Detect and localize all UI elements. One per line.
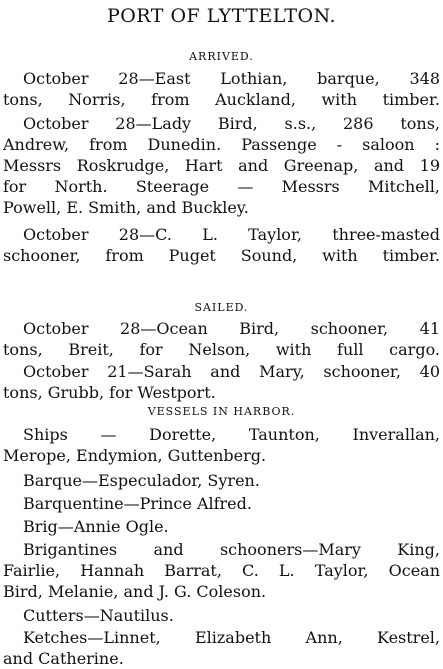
text-line: tons, Grubb, for Westport. <box>3 383 216 403</box>
harbor-entry-2 <box>3 470 440 491</box>
harbor-entry-3 <box>3 493 440 514</box>
text-line: Fairlie, Hannah Barrat, C. L. Taylor, Ocean <box>3 561 440 581</box>
text-line: Ketches—Linnet, Elizabeth Ann, Kestrel, <box>23 628 440 647</box>
text-line: October 28—Lady Bird, s.s., 286 tons, <box>23 114 440 133</box>
arrived-entry-3 <box>3 224 440 266</box>
text-line: Bird, Melanie, and J. G. Coleson. <box>3 582 267 602</box>
sailed-entry-2 <box>3 361 440 403</box>
text-line: Ships — Dorette, Taunton, Inverallan, <box>23 425 440 444</box>
text-line: schooner, from Puget Sound, with timber. <box>3 246 440 266</box>
arrived-heading: ARRIVED. <box>189 50 254 63</box>
arrived-entry-2 <box>3 113 440 218</box>
text-line: Powell, E. Smith, and Buckley. <box>3 198 249 218</box>
harbor-entry-5 <box>3 539 440 602</box>
text-line: Brig—Annie Ogle. <box>23 517 169 536</box>
text-line: for North. Steerage — Messrs Mitchell, <box>3 177 440 197</box>
text-line: Barquentine—Prince Alfred. <box>23 494 252 513</box>
text-line: Merope, Endymion, Guttenberg. <box>3 446 267 466</box>
harbor-entry-1 <box>3 424 440 466</box>
text-line: Cutters—Nautilus. <box>23 606 174 625</box>
text-line: Barque—Especulador, Syren. <box>23 471 260 490</box>
text-line: Brigantines and schooners—Mary King, <box>23 540 440 559</box>
arrived-entry-1 <box>3 68 440 110</box>
text-line: October 28—Ocean Bird, schooner, 41 <box>23 319 440 338</box>
text-line: and Catherine. <box>3 649 124 669</box>
harbor-entry-4 <box>3 516 440 537</box>
sailed-entry-1 <box>3 318 440 360</box>
text-line: tons, Breit, for Nelson, with full cargo. <box>3 340 440 360</box>
page-title: PORT OF LYTTELTON. <box>106 5 337 27</box>
text-line: tons, Norris, from Auckland, with timber. <box>3 90 440 110</box>
text-line: Andrew, from Dunedin. Passenge - saloon : <box>3 135 440 155</box>
text-line: October 21—Sarah and Mary, schooner, 40 <box>23 362 440 381</box>
harbor-entry-6 <box>3 605 440 626</box>
harbor-entry-7 <box>3 627 440 669</box>
text-line: October 28—C. L. Taylor, three-masted <box>23 225 440 244</box>
sailed-heading: SAILED. <box>194 301 249 314</box>
harbor-heading: VESSELS IN HARBOR. <box>147 405 296 418</box>
text-line: Messrs Roskrudge, Hart and Greenap, and 19 <box>3 156 440 176</box>
text-line: October 28—East Lothian, barque, 348 <box>23 69 440 88</box>
